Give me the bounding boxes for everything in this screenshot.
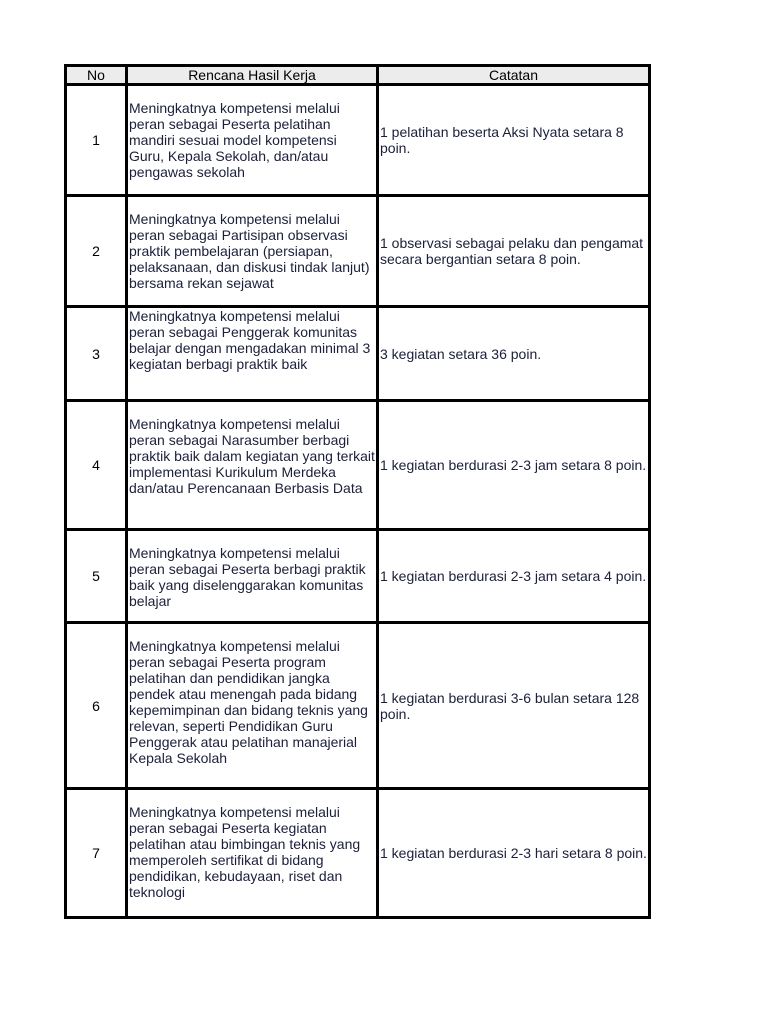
row-number: 2 [66,196,127,307]
table-row [66,530,650,623]
catatan-cell [378,196,650,307]
table-row [66,623,650,789]
row-number: 7 [66,789,127,918]
rencana-cell [127,530,378,623]
rencana-cell [127,401,378,530]
table-row [66,85,650,196]
rencana-cell [127,623,378,789]
row-number: 5 [66,530,127,623]
rencana-text: Meningkatnya kompetensi melalui peran sebagai Narasumber berbagi praktik baik dalam kegiatan yang terkait implementasi Kurikulum Merdeka dan/atau Perencanaan Berbasis Data [129,416,375,496]
kinerja-table [64,64,651,919]
catatan-text: 3 kegiatan setara 36 poin. [380,345,542,362]
catatan-text: 1 kegiatan berdurasi 3-6 bulan setara 128 poin. [380,689,640,722]
catatan-text: 1 pelatihan beserta Aksi Nyata setara 8 poin. [380,124,624,156]
rencana-cell [127,85,378,196]
catatan-text: 1 kegiatan berdurasi 2-3 hari setara 8 poin. [380,845,647,861]
catatan-text: 1 kegiatan berdurasi 2-3 jam setara 4 poin. [380,568,647,584]
rencana-text: Meningkatnya kompetensi melalui peran sebagai Penggerak komunitas belajar dengan mengadakan minimal 3 kegiatan berbagi praktik baik [129,308,371,372]
header-no: No [66,66,127,85]
rencana-text: Meningkatnya kompetensi melalui peran sebagai Peserta program pelatihan dan pendidikan jangka pendek atau menengah pada bidang kepemimpinan dan bidang teknis yang relevan, seperti Pendidikan Guru Penggerak atau pelatihan manajerial Kepala Sekolah [129,638,368,766]
row-number: 6 [66,623,127,789]
rencana-text: Meningkatnya kompetensi melalui peran sebagai Peserta pelatihan mandiri sesuai model kompetensi Guru, Kepala Sekolah, dan/atau pengawas sekolah [129,100,340,180]
catatan-cell [378,789,650,918]
rencana-text: Meningkatnya kompetensi melalui peran sebagai Peserta berbagi praktik baik yang diselenggarakan komunitas belajar [129,545,366,609]
catatan-cell [378,623,650,789]
rencana-text: Meningkatnya kompetensi melalui peran sebagai Peserta kegiatan pelatihan atau bimbingan teknis yang memperoleh sertifikat di bidang pendidikan, kebudayaan, riset dan teknologi [129,804,361,900]
catatan-text: 1 observasi sebagai pelaku dan pengamat secara bergantian setara 8 poin. [380,235,644,267]
table-row [66,307,650,401]
catatan-cell [378,307,650,401]
header-rencana-hasil-kerja: Rencana Hasil Kerja [127,66,378,85]
catatan-cell [378,530,650,623]
catatan-cell [378,85,650,196]
rencana-cell [127,196,378,307]
row-number: 1 [66,85,127,196]
table-header-row [66,66,650,85]
table-row [66,196,650,307]
catatan-cell [378,401,650,530]
rencana-cell [127,307,378,401]
rencana-cell [127,789,378,918]
row-number: 4 [66,401,127,530]
row-number: 3 [66,307,127,401]
catatan-text: 1 kegiatan berdurasi 2-3 jam setara 8 poin. [380,457,647,473]
header-catatan: Catatan [378,66,650,85]
table-row [66,401,650,530]
table-row [66,789,650,918]
rencana-text: Meningkatnya kompetensi melalui peran sebagai Partisipan observasi praktik pembelajaran (persiapan, pelaksanaan, dan diskusi tindak lanjut) bersama rekan sejawat [129,211,370,291]
